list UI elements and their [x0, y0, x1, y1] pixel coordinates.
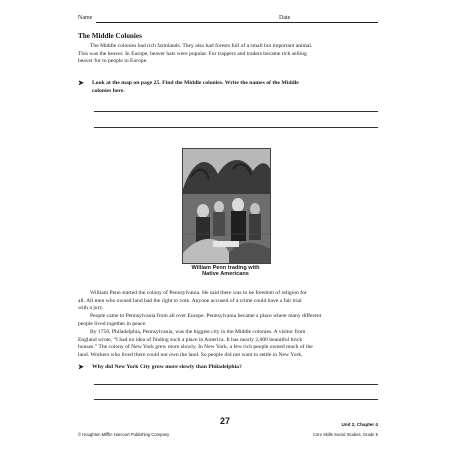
- question-2: [78, 364, 378, 372]
- body-line: houses.” The colony of New York grew more slowly. In New York, a few rich people owned much of the: [78, 344, 313, 351]
- body-line: People came to Pennsylvania from all over Europe. Pennsylvania became a place where many different: [90, 313, 322, 319]
- answer-line-2[interactable]: [94, 127, 378, 128]
- intro-line: This was the beaver. In Europe, beaver hats were popular. Fur trappers and traders became rich selling: [78, 50, 307, 57]
- name-date-header: [78, 15, 378, 25]
- page-number: 27: [220, 416, 231, 426]
- date-field-line[interactable]: [294, 22, 378, 23]
- illustration-drawing: [183, 149, 270, 263]
- question-1: [78, 80, 378, 95]
- body-line: with a jury.: [78, 305, 104, 312]
- arrow-bullet-icon: ➤: [78, 79, 84, 87]
- question-1-line: Look at the map on page 25. Find the Middle colonies. Write the names of the Middle: [92, 80, 299, 86]
- caption-line: William Penn trading with: [191, 265, 260, 271]
- arrow-bullet-icon: ➤: [78, 363, 84, 371]
- body-paragraph-3: [78, 329, 378, 359]
- question-1-line: colonies here.: [92, 87, 125, 94]
- body-line: people lived together in peace.: [78, 320, 147, 327]
- question-2-line: Why did New York City grow more slowly than Philadelphia?: [92, 364, 242, 370]
- answer-line-1[interactable]: [94, 111, 378, 112]
- engraving-william-penn-treaty-icon: [182, 148, 271, 264]
- name-label: Name: [78, 15, 93, 21]
- body-paragraph-1: [78, 290, 378, 313]
- body-line: England wrote, “I had no idea of finding such a place in America. It has nearly 2,000 beautiful brick: [78, 336, 303, 343]
- intro-paragraph: [78, 43, 378, 66]
- unit-chapter: Unit 2, Chapter 4: [341, 422, 378, 427]
- intro-line: The Middle colonies had rich farmlands. They also had forests full of a small but important animal.: [90, 43, 313, 49]
- page-footer: [78, 416, 378, 440]
- caption-line: Native Americans: [202, 271, 249, 278]
- body-line: land. Workers who lived there could not own the land. So people did not want to settle in New York.: [78, 351, 303, 358]
- book-title: Core Skills Social Studies, Grade 5: [312, 432, 378, 437]
- illustration-caption: [170, 265, 281, 278]
- body-line: all. All men who owned land had the right to vote. Anyone accused of a crime could have a fair trial: [78, 297, 302, 304]
- intro-line: beaver fur to people in Europe.: [78, 58, 148, 65]
- copyright-text: © Houghton Mifflin Harcourt Publishing Company: [78, 432, 170, 437]
- answer-line-3[interactable]: [94, 384, 378, 385]
- page-title: The Middle Colonies: [78, 32, 142, 40]
- date-label: Date: [279, 15, 291, 21]
- answer-line-4[interactable]: [94, 399, 378, 400]
- body-paragraph-2: [78, 313, 378, 328]
- body-line: William Penn started the colony of Pennsylvania. He said there was to be freedom of religion for: [90, 290, 307, 296]
- body-line: By 1750, Philadelphia, Pennsylvania, was the biggest city in the Middle colonies. A visitor from: [90, 329, 306, 335]
